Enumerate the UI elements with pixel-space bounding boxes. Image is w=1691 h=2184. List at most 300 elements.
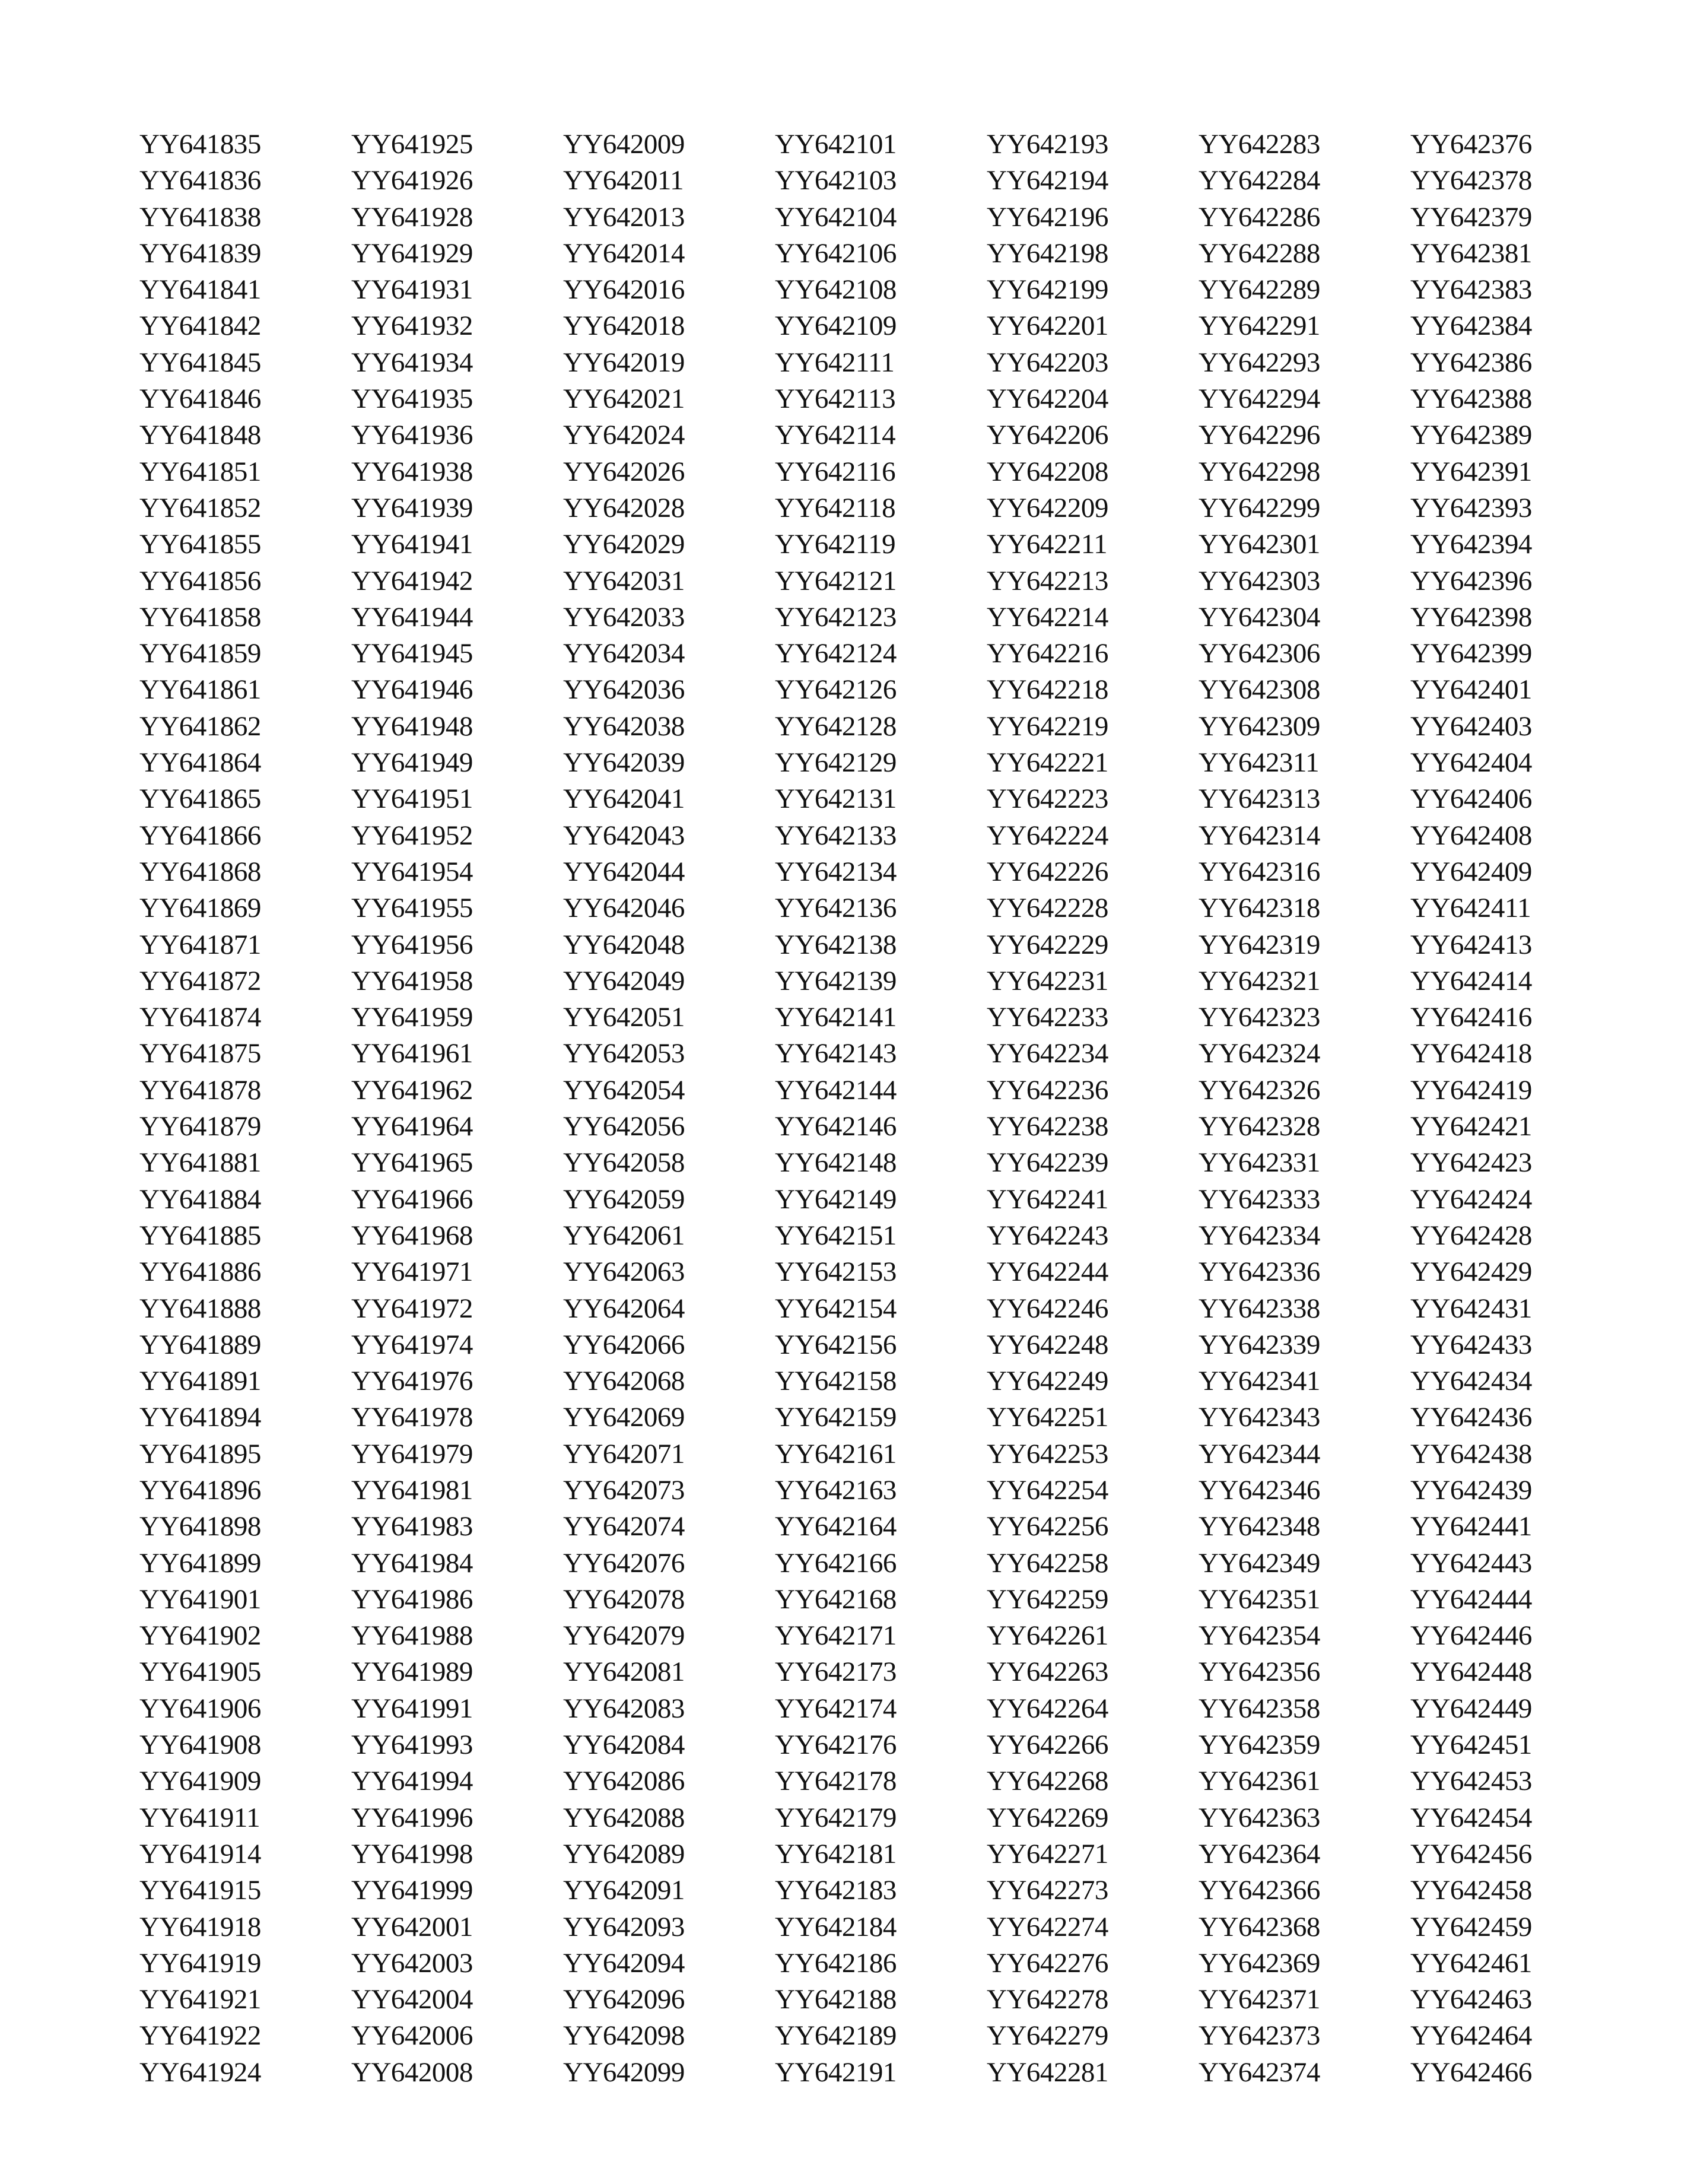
id-entry: YY642318 [1199,893,1320,924]
id-entry: YY642366 [1199,1875,1320,1906]
id-entry: YY642241 [987,1183,1108,1215]
id-entry: YY642044 [563,856,685,887]
id-entry: YY642173 [775,1656,897,1688]
id-column [351,126,563,2091]
id-entry: YY641869 [139,893,261,924]
id-entry: YY642276 [987,1947,1108,1979]
id-entry: YY642096 [563,1984,685,2015]
id-entry: YY642281 [987,2056,1108,2088]
id-entry: YY642214 [987,601,1108,633]
id-entry: YY641925 [351,129,473,160]
id-entry: YY642333 [1199,1183,1320,1215]
id-entry: YY641989 [351,1656,473,1688]
id-entry: YY641864 [139,747,261,779]
id-entry: YY641921 [139,1984,261,2015]
id-entry: YY642188 [775,1984,897,2015]
id-entry: YY641835 [139,129,261,160]
id-entry: YY642411 [1410,893,1531,924]
id-entry: YY642003 [351,1947,473,1979]
id-entry: YY642298 [1199,456,1320,487]
id-entry: YY642386 [1410,347,1532,378]
id-entry: YY642108 [775,274,897,306]
id-entry: YY642394 [1410,529,1532,560]
id-entry: YY641911 [139,1802,260,1833]
id-entry: YY642033 [563,601,685,633]
id-entry: YY642391 [1410,456,1532,487]
id-entry: YY642056 [563,1111,685,1142]
id-entry: YY642383 [1410,274,1532,306]
id-entry: YY642079 [563,1620,685,1652]
id-entry: YY642423 [1410,1147,1532,1179]
id-entry: YY642258 [987,1547,1108,1579]
id-entry: YY642194 [987,165,1108,196]
id-entry: YY642341 [1199,1366,1320,1397]
id-entry: YY642088 [563,1802,685,1833]
id-entry: YY641875 [139,1038,261,1069]
id-entry: YY642203 [987,347,1108,378]
id-entry: YY642148 [775,1147,897,1179]
id-entry: YY642208 [987,456,1108,487]
id-entry: YY641983 [351,1511,473,1542]
id-entry: YY642204 [987,383,1108,415]
id-entry: YY642086 [563,1766,685,1797]
id-entry: YY642248 [987,1329,1108,1360]
id-entry: YY642259 [987,1583,1108,1615]
id-entry: YY642084 [563,1729,685,1761]
id-entry: YY641866 [139,820,261,851]
id-entry: YY642338 [1199,1293,1320,1324]
id-entry: YY642293 [1199,347,1320,378]
id-entry: YY641858 [139,601,261,633]
id-entry: YY642196 [987,201,1108,233]
id-entry: YY642198 [987,237,1108,269]
id-entry: YY642039 [563,747,685,779]
id-entry: YY642323 [1199,1002,1320,1033]
id-entry: YY642216 [987,638,1108,669]
id-entry: YY642034 [563,638,685,669]
id-entry: YY641894 [139,1402,261,1433]
id-entry: YY642464 [1410,2020,1532,2052]
id-entry: YY642171 [775,1620,897,1652]
id-entry: YY641872 [139,965,261,996]
id-entry: YY642064 [563,1293,685,1324]
id-entry: YY642009 [563,129,685,160]
id-entry: YY641944 [351,601,473,633]
id-entry: YY642243 [987,1220,1108,1251]
id-entry: YY642073 [563,1474,685,1506]
id-entry: YY642066 [563,1329,685,1360]
id-entry: YY641979 [351,1438,473,1469]
id-entry: YY642306 [1199,638,1320,669]
id-entry: YY642128 [775,710,897,742]
id-entry: YY641993 [351,1729,473,1761]
id-entry: YY642058 [563,1147,685,1179]
id-entry: YY642069 [563,1402,685,1433]
id-column [775,126,987,2091]
id-entry: YY642363 [1199,1802,1320,1833]
id-entry: YY642234 [987,1038,1108,1069]
id-entry: YY642389 [1410,420,1532,451]
id-entry: YY642388 [1410,383,1532,415]
id-entry: YY642246 [987,1293,1108,1324]
id-entry: YY641958 [351,965,473,996]
id-entry: YY642211 [987,529,1108,560]
id-entry: YY641868 [139,856,261,887]
id-entry: YY641859 [139,638,261,669]
id-entry: YY642249 [987,1366,1108,1397]
id-entry: YY642209 [987,492,1108,523]
id-entry: YY642226 [987,856,1108,887]
id-entry: YY642151 [775,1220,897,1251]
id-entry: YY642244 [987,1256,1108,1288]
id-entry: YY642439 [1410,1474,1532,1506]
id-entry: YY642029 [563,529,685,560]
id-entry: YY641845 [139,347,261,378]
id-entry: YY642233 [987,1002,1108,1033]
id-entry: YY641899 [139,1547,261,1579]
id-entry: YY642419 [1410,1074,1532,1106]
id-entry: YY642191 [775,2056,897,2088]
id-entry: YY642006 [351,2020,473,2052]
id-entry: YY642263 [987,1656,1108,1688]
id-entry: YY641902 [139,1620,261,1652]
id-entry: YY642314 [1199,820,1320,851]
id-entry: YY641956 [351,929,473,960]
id-entry: YY642428 [1410,1220,1532,1251]
id-entry: YY642278 [987,1984,1108,2015]
id-entry: YY641886 [139,1256,261,1288]
id-entry: YY642399 [1410,638,1532,669]
id-entry: YY642441 [1410,1511,1532,1542]
id-entry: YY642093 [563,1911,685,1942]
id-entry: YY642301 [1199,529,1320,560]
id-entry: YY641878 [139,1074,261,1106]
id-entry: YY642444 [1410,1583,1532,1615]
id-entry: YY642343 [1199,1402,1320,1433]
id-entry: YY642224 [987,820,1108,851]
id-entry: YY641915 [139,1875,261,1906]
id-entry: YY641964 [351,1111,473,1142]
id-entry: YY641846 [139,383,261,415]
id-entry: YY642116 [775,456,896,487]
id-entry: YY642304 [1199,601,1320,633]
id-entry: YY641929 [351,237,473,269]
id-entry: YY642186 [775,1947,897,1979]
id-entry: YY641976 [351,1366,473,1397]
id-entry: YY642313 [1199,783,1320,815]
id-entry: YY642181 [775,1838,897,1869]
id-entry: YY641856 [139,565,261,596]
id-entry: YY642351 [1199,1583,1320,1615]
id-entry: YY642358 [1199,1693,1320,1724]
id-entry: YY642274 [987,1911,1108,1942]
id-entry: YY642176 [775,1729,897,1761]
id-entry: YY641906 [139,1693,261,1724]
id-entry: YY641971 [351,1256,473,1288]
id-entry: YY641978 [351,1402,473,1433]
id-entry: YY642143 [775,1038,897,1069]
id-entry: YY642316 [1199,856,1320,887]
id-entry: YY642359 [1199,1729,1320,1761]
id-entry: YY642446 [1410,1620,1532,1652]
id-entry: YY642349 [1199,1547,1320,1579]
id-entry: YY642081 [563,1656,685,1688]
id-entry: YY642288 [1199,237,1320,269]
id-entry: YY642133 [775,820,897,851]
id-entry: YY642368 [1199,1911,1320,1942]
id-entry: YY642016 [563,274,685,306]
id-entry: YY642106 [775,237,897,269]
id-entry: YY642159 [775,1402,897,1433]
id-entry: YY642384 [1410,310,1532,342]
id-entry: YY642251 [987,1402,1108,1433]
id-entry: YY641862 [139,710,261,742]
id-entry: YY642461 [1410,1947,1532,1979]
id-entry: YY642013 [563,201,685,233]
id-entry: YY642123 [775,601,897,633]
id-entry: YY642158 [775,1366,897,1397]
id-entry: YY642014 [563,237,685,269]
id-entry: YY642118 [775,492,896,523]
id-entry: YY641839 [139,237,261,269]
id-entry: YY641981 [351,1474,473,1506]
id-entry: YY641986 [351,1583,473,1615]
id-entry: YY642111 [775,347,895,378]
id-entry: YY642166 [775,1547,897,1579]
id-entry: YY642068 [563,1366,685,1397]
id-entry: YY642451 [1410,1729,1532,1761]
id-entry: YY642146 [775,1111,897,1142]
id-entry: YY641962 [351,1074,473,1106]
id-entry: YY642421 [1410,1111,1532,1142]
id-entry: YY642098 [563,2020,685,2052]
id-entry: YY642373 [1199,2020,1320,2052]
id-entry: YY641984 [351,1547,473,1579]
id-entry: YY641938 [351,456,473,487]
id-entry: YY642141 [775,1002,897,1033]
id-entry: YY642264 [987,1693,1108,1724]
id-entry: YY642149 [775,1183,897,1215]
id-entry: YY642019 [563,347,685,378]
id-entry: YY642409 [1410,856,1532,887]
id-entry: YY642418 [1410,1038,1532,1069]
id-entry: YY641891 [139,1366,261,1397]
id-entry: YY642403 [1410,710,1532,742]
id-entry: YY642008 [351,2056,473,2088]
id-entry: YY642144 [775,1074,897,1106]
id-entry: YY642178 [775,1766,897,1797]
id-entry: YY641855 [139,529,261,560]
id-entry: YY641914 [139,1838,261,1869]
id-entry: YY642103 [775,165,897,196]
id-entry: YY641888 [139,1293,261,1324]
id-entry: YY642378 [1410,165,1532,196]
id-entry: YY641959 [351,1002,473,1033]
id-entry: YY641994 [351,1766,473,1797]
id-entry: YY641898 [139,1511,261,1542]
id-entry: YY642163 [775,1474,897,1506]
id-entry: YY642279 [987,2020,1108,2052]
id-entry: YY641865 [139,783,261,815]
id-entry: YY642348 [1199,1511,1320,1542]
id-entry: YY642273 [987,1875,1108,1906]
id-entry: YY642269 [987,1802,1108,1833]
id-entry: YY642091 [563,1875,685,1906]
id-entry: YY642424 [1410,1183,1532,1215]
id-entry: YY642026 [563,456,685,487]
id-entry: YY642136 [775,893,897,924]
id-entry: YY642266 [987,1729,1108,1761]
id-entry: YY641974 [351,1329,473,1360]
id-entry: YY641889 [139,1329,261,1360]
id-entry: YY641885 [139,1220,261,1251]
id-entry: YY642024 [563,420,685,451]
id-entry: YY642109 [775,310,897,342]
id-entry: YY642296 [1199,420,1320,451]
id-entry: YY641965 [351,1147,473,1179]
id-entry: YY641901 [139,1583,261,1615]
id-entry: YY642028 [563,492,685,523]
id-entry: YY641954 [351,856,473,887]
id-entry: YY642071 [563,1438,685,1469]
id-entry: YY642221 [987,747,1108,779]
id-entry: YY642331 [1199,1147,1320,1179]
id-entry: YY642154 [775,1293,897,1324]
id-entry: YY642453 [1410,1766,1532,1797]
id-entry: YY641998 [351,1838,473,1869]
id-entry: YY641988 [351,1620,473,1652]
id-entry: YY642339 [1199,1329,1320,1360]
id-entry: YY642429 [1410,1256,1532,1288]
id-entry: YY642114 [775,420,896,451]
id-entry: YY642206 [987,420,1108,451]
id-entry: YY642454 [1410,1802,1532,1833]
id-entry: YY642164 [775,1511,897,1542]
id-entry: YY641991 [351,1693,473,1724]
id-entry: YY641996 [351,1802,473,1833]
id-entry: YY642344 [1199,1438,1320,1469]
id-entry: YY642089 [563,1838,685,1869]
id-entry: YY642053 [563,1038,685,1069]
id-list-grid [139,126,1622,2091]
id-entry: YY642119 [775,529,896,560]
id-entry: YY642256 [987,1511,1108,1542]
id-entry: YY641884 [139,1183,261,1215]
id-entry: YY641852 [139,492,261,523]
id-entry: YY642156 [775,1329,897,1360]
id-entry: YY642113 [775,383,896,415]
id-entry: YY642286 [1199,201,1320,233]
id-entry: YY642134 [775,856,897,887]
id-entry: YY642239 [987,1147,1108,1179]
id-column [1410,126,1622,2091]
id-entry: YY642218 [987,674,1108,706]
id-entry: YY642031 [563,565,685,596]
id-column [987,126,1199,2091]
id-entry: YY641909 [139,1766,261,1797]
id-entry: YY641874 [139,1002,261,1033]
id-entry: YY641924 [139,2056,261,2088]
id-entry: YY642356 [1199,1656,1320,1688]
id-entry: YY642374 [1199,2056,1320,2088]
id-entry: YY641968 [351,1220,473,1251]
id-entry: YY642324 [1199,1038,1320,1069]
id-entry: YY642041 [563,783,685,815]
id-entry: YY642063 [563,1256,685,1288]
id-entry: YY642294 [1199,383,1320,415]
id-entry: YY642174 [775,1693,897,1724]
id-entry: YY642376 [1410,129,1532,160]
id-entry: YY642138 [775,929,897,960]
id-entry: YY642229 [987,929,1108,960]
id-entry: YY641842 [139,310,261,342]
id-entry: YY642231 [987,965,1108,996]
id-entry: YY642153 [775,1256,897,1288]
id-entry: YY642309 [1199,710,1320,742]
id-entry: YY642124 [775,638,897,669]
id-entry: YY642291 [1199,310,1320,342]
id-entry: YY642238 [987,1111,1108,1142]
id-entry: YY641871 [139,929,261,960]
id-entry: YY642129 [775,747,897,779]
id-entry: YY642036 [563,674,685,706]
id-entry: YY641836 [139,165,261,196]
id-entry: YY642328 [1199,1111,1320,1142]
id-entry: YY642406 [1410,783,1532,815]
id-entry: YY642346 [1199,1474,1320,1506]
id-entry: YY642463 [1410,1984,1532,2015]
id-entry: YY642319 [1199,929,1320,960]
id-entry: YY641948 [351,710,473,742]
id-entry: YY642189 [775,2020,897,2052]
id-entry: YY642051 [563,1002,685,1033]
id-entry: YY642326 [1199,1074,1320,1106]
id-entry: YY641926 [351,165,473,196]
id-entry: YY641881 [139,1147,261,1179]
id-column [139,126,351,2091]
id-entry: YY642161 [775,1438,897,1469]
id-entry: YY642311 [1199,747,1320,779]
id-entry: YY642336 [1199,1256,1320,1288]
id-entry: YY641934 [351,347,473,378]
id-entry: YY642396 [1410,565,1532,596]
id-entry: YY642431 [1410,1293,1532,1324]
id-entry: YY642223 [987,783,1108,815]
id-entry: YY642354 [1199,1620,1320,1652]
id-entry: YY642126 [775,674,897,706]
id-entry: YY641942 [351,565,473,596]
id-entry: YY642193 [987,129,1108,160]
id-entry: YY642078 [563,1583,685,1615]
id-entry: YY642404 [1410,747,1532,779]
id-entry: YY642261 [987,1620,1108,1652]
id-entry: YY641905 [139,1656,261,1688]
id-entry: YY642201 [987,310,1108,342]
id-entry: YY641955 [351,893,473,924]
id-entry: YY642459 [1410,1911,1532,1942]
id-entry: YY642076 [563,1547,685,1579]
id-entry: YY642334 [1199,1220,1320,1251]
id-entry: YY642456 [1410,1838,1532,1869]
id-entry: YY642021 [563,383,685,415]
id-entry: YY642303 [1199,565,1320,596]
id-entry: YY642434 [1410,1366,1532,1397]
id-entry: YY641851 [139,456,261,487]
id-entry: YY642379 [1410,201,1532,233]
id-entry: YY642094 [563,1947,685,1979]
id-entry: YY642168 [775,1583,897,1615]
id-entry: YY642438 [1410,1438,1532,1469]
